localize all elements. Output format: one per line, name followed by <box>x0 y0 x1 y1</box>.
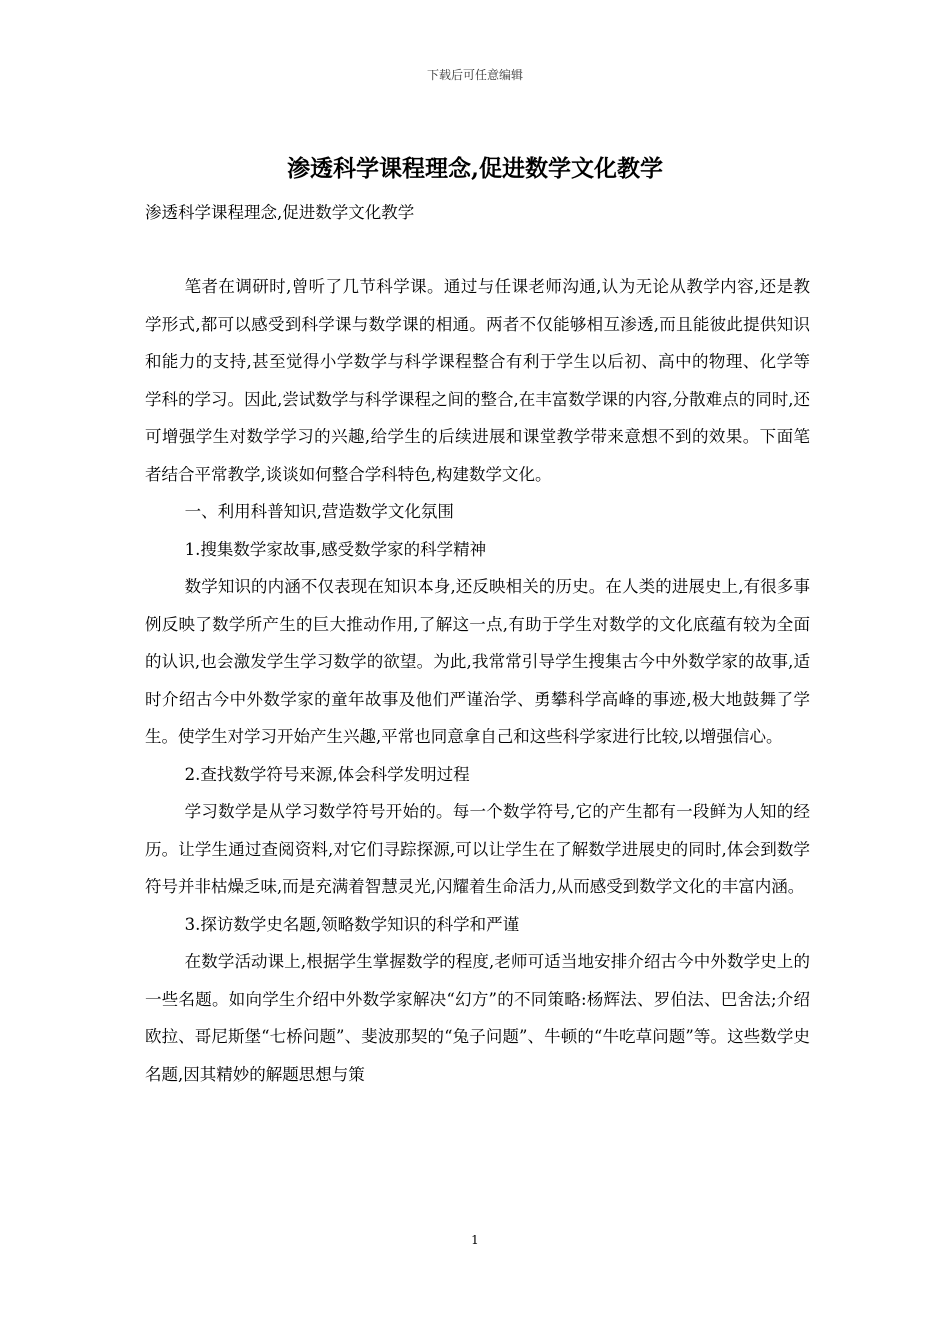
document-subtitle: 渗透科学课程理念,促进数学文化教学 <box>145 203 415 222</box>
document-title: 渗透科学课程理念,促进数学文化教学 <box>286 155 663 182</box>
paragraph-mathematician-stories: 数学知识的内涵不仅表现在知识本身,还反映相关的历史。在人类的进展史上,有很多事例反映了数学所产生的巨大推动作用,了解这一点,有助于学生对数学的文化底蕴有较为全面的认识,也会激发学生学习数学的欲望。为此,我常常引导学生搜集古今中外数学家的故事,适时介绍古今中外数学家的童年故事及他们严谨治学、勇攀科学高峰的事迹,极大地鼓舞了学生。使学生对学习开始产生兴趣,平常也同意拿自己和这些科学家进行比较,以增强信心。 <box>145 577 810 746</box>
page-header-note: 下载后可任意编辑 <box>426 68 523 82</box>
subsection-heading-2: 2.查找数学符号来源,体会科学发明过程 <box>184 764 470 784</box>
subsection-heading-1: 1.搜集数学家故事,感受数学家的科学精神 <box>184 539 487 559</box>
paragraph-famous-problems: 在数学活动课上,根据学生掌握数学的程度,老师可适当地安排介绍古今中外数学史上的一些名题。如向学生介绍中外数学家解决“幻方”的不同策略:杨辉法、罗伯法、巴舍法;介绍欧拉、哥尼斯堡“七桥问题”、斐波那契的“兔子问题”、牛顿的“牛吃草问题”等。这些数学史名题,因其精妙的解题思想与策 <box>145 952 810 1084</box>
page-number: 1 <box>471 1233 479 1247</box>
paragraph-math-symbols: 学习数学是从学习数学符号开始的。每一个数学符号,它的产生都有一段鲜为人知的经历。让学生通过查阅资料,对它们寻踪探源,可以让学生在了解数学进展史的同时,体会到数学符号并非枯燥乏味,而是充满着智慧灵光,闪耀着生命活力,从而感受到数学文化的丰富内涵。 <box>145 802 810 896</box>
document-body <box>145 268 810 1093</box>
paragraph-intro: 笔者在调研时,曾听了几节科学课。通过与任课老师沟通,认为无论从教学内容,还是教学形式,都可以感受到科学课与数学课的相通。两者不仅能够相互渗透,而且能彼此提供知识和能力的支持,甚至觉得小学数学与科学课程整合有利于学生以后初、高中的物理、化学等学科的学习。因此,尝试数学与科学课程之间的整合,在丰富数学课的内容,分散难点的同时,还可增强学生对数学学习的兴趣,给学生的后续进展和课堂教学带来意想不到的效果。下面笔者结合平常教学,谈谈如何整合学科特色,构建数学文化。 <box>145 277 810 484</box>
subsection-heading-3: 3.探访数学史名题,领略数学知识的科学和严谨 <box>184 914 520 934</box>
section-heading-1: 一、利用科普知识,营造数学文化氛围 <box>184 502 454 521</box>
